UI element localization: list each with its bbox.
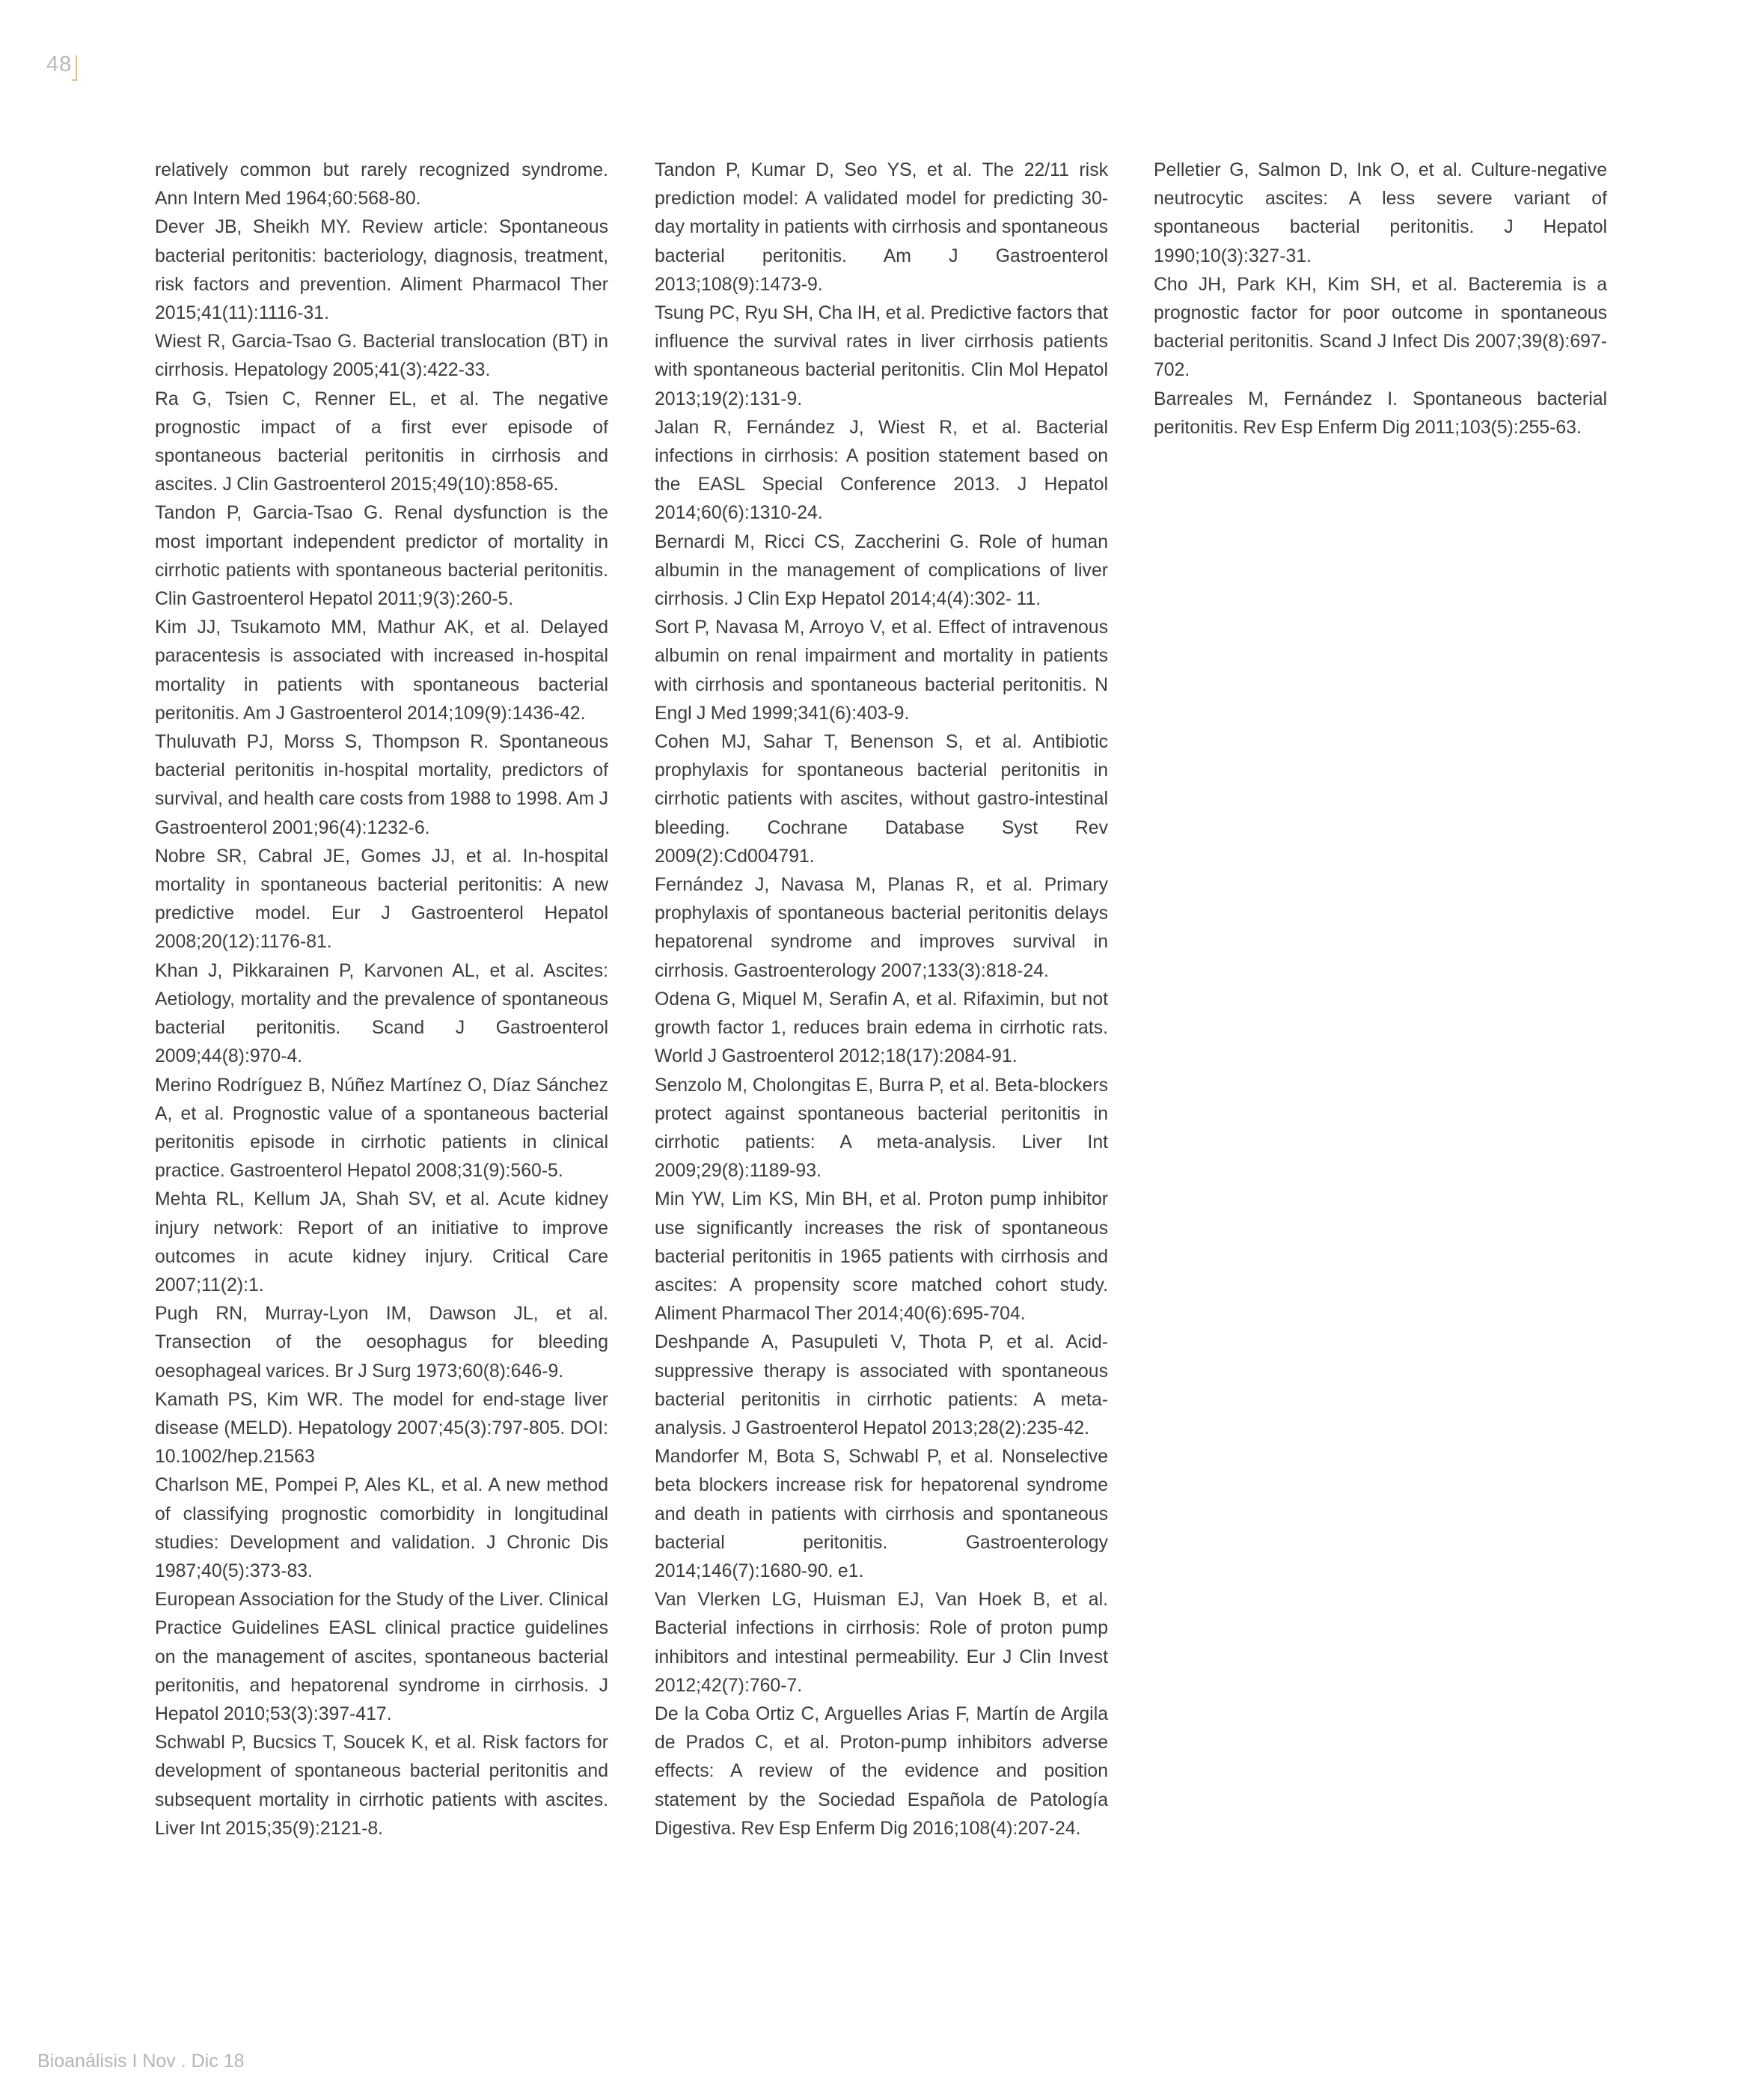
reference-item: Thuluvath PJ, Morss S, Thompson R. Spontaneous bacterial peritonitis in-hospital mortality, predictors of survival, and health care costs from 1988 to 1998. Am J Gastroenterol 2001;96(4):1232-6. [155, 732, 608, 838]
reference-item: Mandorfer M, Bota S, Schwabl P, et al. Nonselective beta blockers increase risk for hepatorenal syndrome and death in patients with cirrhosis and spontaneous bacterial peritonitis. Gastroenterology 2014;146(7):1680-90. e1. [655, 1447, 1108, 1581]
reference-item: Mehta RL, Kellum JA, Shah SV, et al. Acute kidney injury network: Report of an initiative to improve outcomes in acute kidney injury. Critical Care 2007;11(2):1. [155, 1189, 608, 1295]
reference-item: Khan J, Pikkarainen P, Karvonen AL, et al. Ascites: Aetiology, mortality and the prevalence of spontaneous bacterial peritonitis. Scand J Gastroenterol 2009;44(8):970-4. [155, 960, 608, 1067]
reference-item: relatively common but rarely recognized syndrome. Ann Intern Med 1964;60:568-80. [155, 160, 608, 210]
reference-item: Odena G, Miquel M, Serafin A, et al. Rifaximin, but not growth factor 1, reduces brain edema in cirrhotic rats. World J Gastroenterol 2012;18(17):2084-91. [655, 989, 1108, 1067]
reference-item: Tandon P, Kumar D, Seo YS, et al. The 22/11 risk prediction model: A validated model for predicting 30-day mortality in patients with cirrhosis and spontaneous bacterial peritonitis. Am J Gastroenterol 2013;108(9):1473-9. [655, 160, 1108, 295]
reference-item: Pelletier G, Salmon D, Ink O, et al. Culture-negative neutrocytic ascites: A less severe variant of spontaneous bacterial peritonitis. J Hepatol 1990;10(3):327-31. [1154, 160, 1607, 266]
reference-item: Tsung PC, Ryu SH, Cha IH, et al. Predictive factors that influence the survival rates in liver cirrhosis patients with spontaneous bacterial peritonitis. Clin Mol Hepatol 2013;19(2):131-9. [655, 303, 1108, 409]
reference-item: Pugh RN, Murray-Lyon IM, Dawson JL, et al. Transection of the oesophagus for bleeding oesophageal varices. Br J Surg 1973;60(8):646-9. [155, 1304, 608, 1382]
reference-item: Charlson ME, Pompei P, Ales KL, et al. A new method of classifying prognostic comorbidity in longitudinal studies: Development and validation. J Chronic Dis 1987;40(5):373-83. [155, 1475, 608, 1581]
reference-item: Kamath PS, Kim WR. The model for end-stage liver disease (MELD). Hepatology 2007;45(3):797-805. DOI: 10.1002/hep.21563 [155, 1389, 608, 1468]
references-column-1 [155, 156, 608, 1843]
reference-item: Bernardi M, Ricci CS, Zaccherini G. Role of human albumin in the management of complications of liver cirrhosis. J Clin Exp Hepatol 2014;4(4):302- 11. [655, 531, 1108, 610]
reference-item: Merino Rodríguez B, Núñez Martínez O, Díaz Sánchez A, et al. Prognostic value of a spontaneous bacterial peritonitis episode in cirrhotic patients in clinical practice. Gastroenterol Hepatol 2008;31(9):560-5. [155, 1075, 608, 1182]
reference-item: Barreales M, Fernández I. Spontaneous bacterial peritonitis. Rev Esp Enferm Dig 2011;103(5):255-63. [1154, 388, 1607, 438]
footer-publication-line: Bioanálisis I Nov . Dic 18 [37, 2051, 245, 2072]
page-number-corner-mark [72, 55, 77, 81]
references-column-3 [1154, 156, 1607, 442]
reference-item: Schwabl P, Bucsics T, Soucek K, et al. Risk factors for development of spontaneous bacterial peritonitis and subsequent mortality in cirrhotic patients with ascites. Liver Int 2015;35(9):2121-8. [155, 1733, 608, 1839]
reference-item: Ra G, Tsien C, Renner EL, et al. The negative prognostic impact of a first ever episode of spontaneous bacterial peritonitis in cirrhosis and ascites. J Clin Gastroenterol 2015;49(10):858-65. [155, 388, 608, 495]
reference-item: Jalan R, Fernández J, Wiest R, et al. Bacterial infections in cirrhosis: A position statement based on the EASL Special Conference 2013. J Hepatol 2014;60(6):1310-24. [655, 417, 1108, 524]
reference-item: Tandon P, Garcia-Tsao G. Renal dysfunction is the most important independent predictor of mortality in cirrhotic patients with spontaneous bacterial peritonitis. Clin Gastroenterol Hepatol 2011;9(3):260-5. [155, 503, 608, 610]
reference-item: Senzolo M, Cholongitas E, Burra P, et al. Beta-blockers protect against spontaneous bacterial peritonitis in cirrhotic patients: A meta-analysis. Liver Int 2009;29(8):1189-93. [655, 1075, 1108, 1182]
reference-item: Min YW, Lim KS, Min BH, et al. Proton pump inhibitor use significantly increases the risk of spontaneous bacterial peritonitis in 1965 patients with cirrhosis and ascites: A propensity score matched cohort study. Aliment Pharmacol Ther 2014;40(6):695-704. [655, 1189, 1108, 1325]
reference-item: Kim JJ, Tsukamoto MM, Mathur AK, et al. Delayed paracentesis is associated with increased in-hospital mortality in patients with spontaneous bacterial peritonitis. Am J Gastroenterol 2014;109(9):1436-42. [155, 617, 608, 724]
reference-item: Cho JH, Park KH, Kim SH, et al. Bacteremia is a prognostic factor for poor outcome in spontaneous bacterial peritonitis. Scand J Infect Dis 2007;39(8):697-702. [1154, 274, 1607, 381]
references-column-2 [655, 156, 1108, 1843]
reference-item: Deshpande A, Pasupuleti V, Thota P, et al. Acid-suppressive therapy is associated with spontaneous bacterial peritonitis in cirrhotic patients: A meta-analysis. J Gastroenterol Hepatol 2013;28(2):235-42. [655, 1332, 1108, 1438]
reference-item: Van Vlerken LG, Huisman EJ, Van Hoek B, et al. Bacterial infections in cirrhosis: Role of proton pump inhibitors and intestinal permeability. Eur J Clin Invest 2012;42(7):760-7. [655, 1590, 1108, 1696]
reference-item: Dever JB, Sheikh MY. Review article: Spontaneous bacterial peritonitis: bacteriology, diagnosis, treatment, risk factors and prevention. Aliment Pharmacol Ther 2015;41(11):1116-31. [155, 217, 608, 324]
reference-item: Cohen MJ, Sahar T, Benenson S, et al. Antibiotic prophylaxis for spontaneous bacterial peritonitis in cirrhotic patients with ascites, without gastro-intestinal bleeding. Cochrane Database Syst Rev 2009(2):Cd004791. [655, 732, 1108, 867]
page-number: 48 [46, 52, 73, 76]
reference-item: Wiest R, Garcia-Tsao G. Bacterial translocation (BT) in cirrhosis. Hepatology 2005;41(3):422-33. [155, 332, 608, 381]
reference-item: Sort P, Navasa M, Arroyo V, et al. Effect of intravenous albumin on renal impairment and mortality in patients with cirrhosis and spontaneous bacterial peritonitis. N Engl J Med 1999;341(6):403-9. [655, 617, 1108, 724]
reference-item: De la Coba Ortiz C, Arguelles Arias F, Martín de Argila de Prados C, et al. Proton-pump inhibitors adverse effects: A review of the evidence and position statement by the Sociedad Española de Patología Digestiva. Rev Esp Enferm Dig 2016;108(4):207-24. [655, 1703, 1108, 1839]
reference-item: European Association for the Study of the Liver. Clinical Practice Guidelines EASL clinical practice guidelines on the management of ascites, spontaneous bacterial peritonitis, and hepatorenal syndrome in cirrhosis. J Hepatol 2010;53(3):397-417. [155, 1590, 608, 1724]
reference-item: Nobre SR, Cabral JE, Gomes JJ, et al. In-hospital mortality in spontaneous bacterial peritonitis: A new predictive model. Eur J Gastroenterol Hepatol 2008;20(12):1176-81. [155, 846, 608, 953]
reference-item: Fernández J, Navasa M, Planas R, et al. Primary prophylaxis of spontaneous bacterial peritonitis delays hepatorenal syndrome and improves survival in cirrhosis. Gastroenterology 2007;133(3):818-24. [655, 875, 1108, 981]
